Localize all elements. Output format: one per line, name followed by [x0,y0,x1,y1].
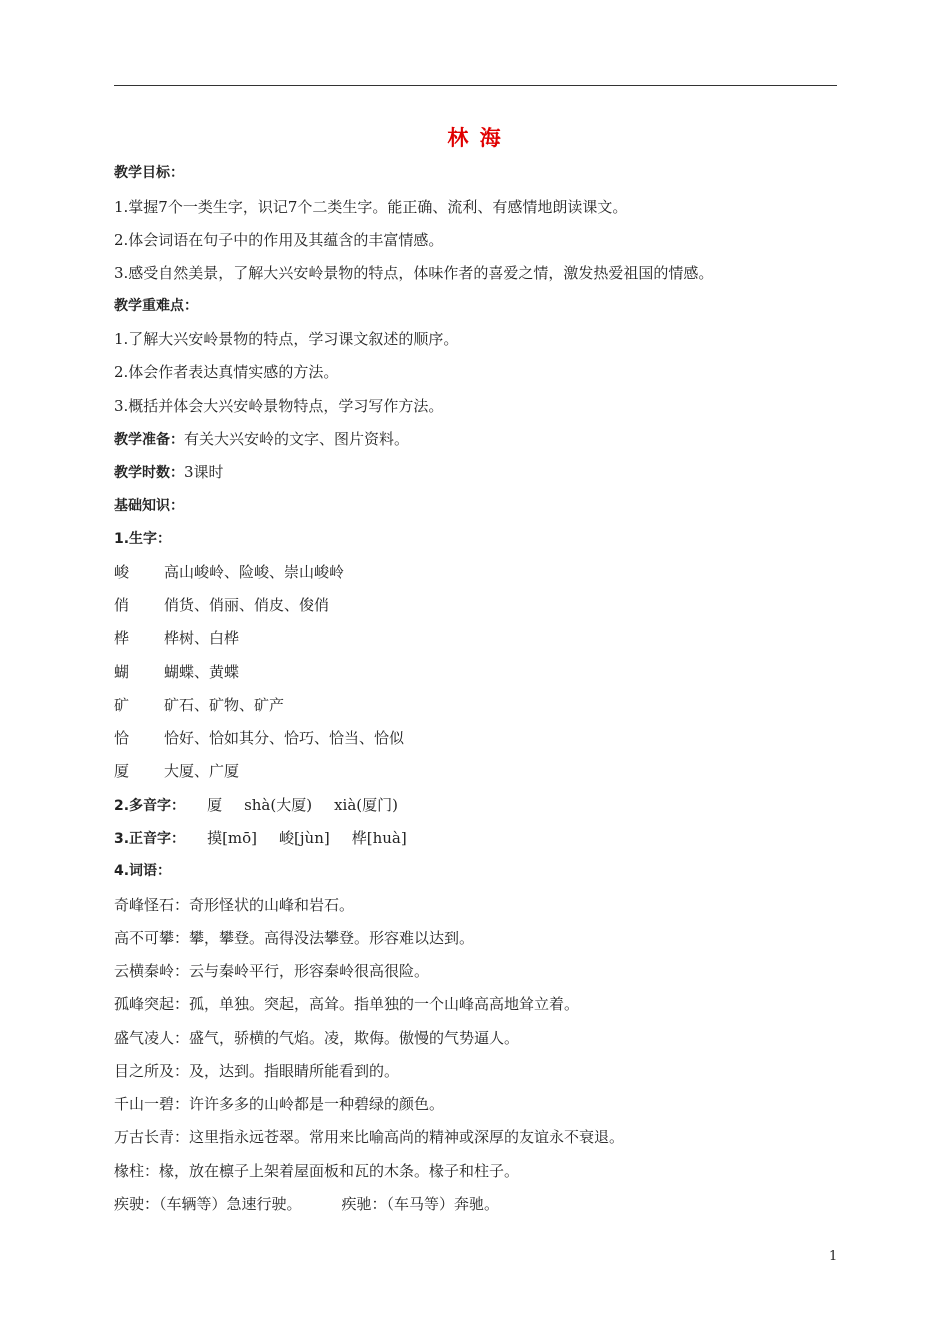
newchar: 峻 [114,563,130,581]
page-number: 1 [829,1249,838,1264]
newchar-words: 恰好、恰如其分、恰巧、恰当、恰似 [164,729,405,747]
newchar-row [114,562,344,582]
vocab-heading: 4.词语： [114,863,172,879]
time-label: 教学时数： [114,465,184,481]
vocab-item: 疾驶：（车辆等）急速行驶。 [114,1195,302,1213]
vocab-item: 奇峰怪石：奇形怪状的山峰和岩石。 [114,896,355,914]
vocab-item: 椽柱：椽，放在檩子上架着屋面板和瓦的木条。椽子和柱子。 [114,1162,520,1180]
newchar: 桦 [114,629,130,647]
newchars-heading: 1.生字： [114,531,172,547]
keypoint-item: 3.概括并体会大兴安岭景物特点，学习写作方法。 [114,397,444,415]
vocab-item-pair [114,1194,499,1214]
pronunciation-line [114,828,407,849]
goal-item: 2.体会词语在句子中的作用及其蕴含的丰富情感。 [114,231,444,249]
prep-line [114,429,409,450]
newchar: 蝴 [114,663,130,681]
vocab-item: 目之所及：及，达到。指眼睛所能看到的。 [114,1062,400,1080]
polyphone-char: 厦 [207,796,223,814]
polyphone-label: 2.多音字： [114,798,186,814]
newchar-row [114,728,404,748]
vocab-item: 孤峰突起：孤，单独。突起，高耸。指单独的一个山峰高高地耸立着。 [114,995,580,1013]
goal-item: 3.感受自然美景，了解大兴安岭景物的特点，体味作者的喜爱之情，激发热爱祖国的情感。 [114,264,714,282]
basics-heading: 基础知识： [114,498,184,514]
goal-item: 1.掌握7个一类生字，识记7个二类生字。能正确、流利、有感情地朗读课文。 [114,198,628,216]
goals-heading: 教学目标： [114,165,184,181]
newchar-row [114,761,239,781]
newchar-words: 高山峻岭、险峻、崇山峻岭 [164,563,345,581]
prep-text: 有关大兴安岭的文字、图片资料。 [184,430,410,448]
vocab-item: 云横秦岭：云与秦岭平行，形容秦岭很高很险。 [114,962,430,980]
time-text: 3课时 [184,463,224,481]
newchar-row [114,628,239,648]
polyphone-reading: xià(厦门) [334,796,398,814]
newchar-row [114,662,239,682]
keypoint-item: 2.体会作者表达真情实感的方法。 [114,363,339,381]
newchar: 恰 [114,729,130,747]
newchar-words: 矿石、矿物、矿产 [164,696,285,714]
vocab-item: 万古长青：这里指永远苍翠。常用来比喻高尚的精神或深厚的友谊永不衰退。 [114,1128,625,1146]
pronunciation-item: 摸[mō] [207,829,258,847]
prep-label: 教学准备： [114,432,184,448]
time-line [114,462,224,483]
vocab-item: 高不可攀：攀，攀登。高得没法攀登。形容难以达到。 [114,929,475,947]
vocab-item: 千山一碧：许许多多的山岭都是一种碧绿的颜色。 [114,1095,445,1113]
pronunciation-item: 峻[jùn] [279,829,330,847]
page-title: 林 海 [447,126,503,150]
polyphone-line [114,795,398,816]
newchar: 厦 [114,762,130,780]
newchar-row [114,695,284,715]
polyphone-reading: shà(大厦) [244,796,313,814]
newchar: 俏 [114,596,130,614]
pronunciation-item: 桦[huà] [351,829,407,847]
newchar-words: 大厦、广厦 [164,762,240,780]
keypoint-item: 1.了解大兴安岭景物的特点，学习课文叙述的顺序。 [114,330,459,348]
header-rule [114,85,837,86]
newchar-words: 蝴蝶、黄蝶 [164,663,240,681]
vocab-item: 盛气凌人：盛气，骄横的气焰。凌，欺侮。傲慢的气势逼人。 [114,1029,520,1047]
keypoints-heading: 教学重难点： [114,298,198,314]
newchar-words: 桦树、白桦 [164,629,240,647]
pronunciation-label: 3.正音字： [114,831,186,847]
newchar: 矿 [114,696,130,714]
vocab-item: 疾驰：（车马等）奔驰。 [341,1195,500,1213]
newchar-words: 俏货、俏丽、俏皮、俊俏 [164,596,330,614]
newchar-row [114,595,329,615]
